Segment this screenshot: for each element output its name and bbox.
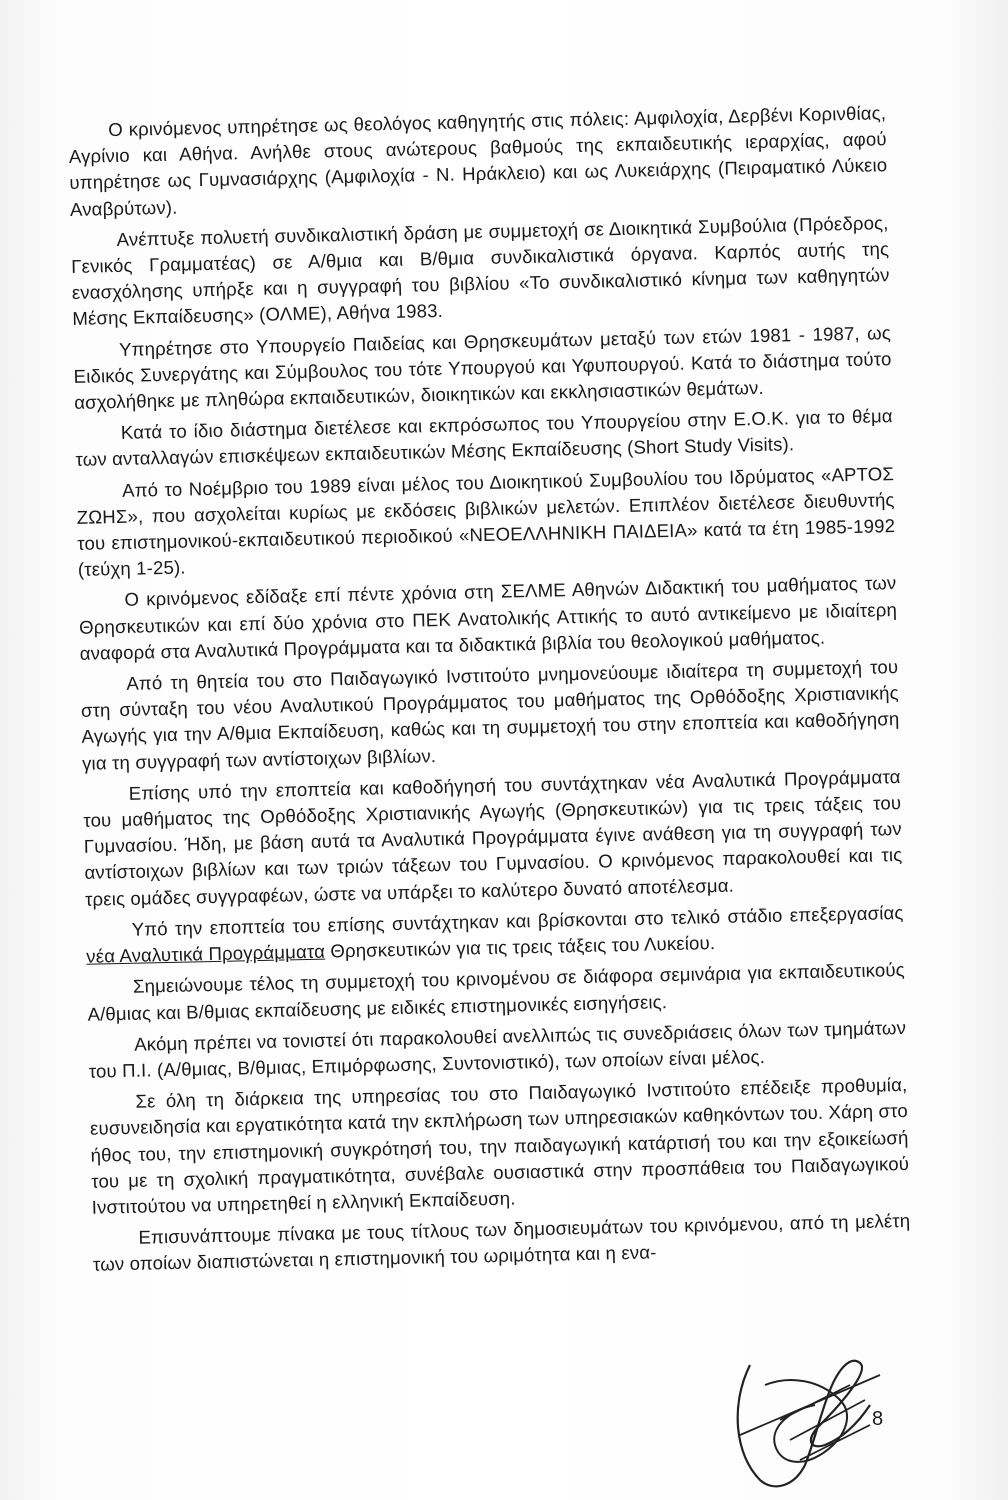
underlined-phrase: νέα Αναλυτικά Προγράμματα (86, 940, 326, 967)
paragraph-6: Ο κρινόμενος εδίδαξε επί πέντε χρόνια στη ΣΕΛΜΕ Αθηνών Διδακτική του μαθήματος των Θρησκευτικών και επί δύο χρόνια στο ΠΕΚ Ανατολικής Αττικής το αυτό αντικείμενο με ιδιαίτερη αναφορά στα Αναλυτικά Προγράμματα και τα διδακτικά βιβλία του θεολογικού μαθήματος. (78, 572, 898, 664)
paragraph-3: Υπηρέτησε στο Υπουργείο Παιδείας και Θρησκευμάτων μεταξύ των ετών 1981 - 1987, ως Ειδικός Συνεργάτης και Σύμβουλος του τότε Υπουργού και Υφυπουργού. Κατά το διάστημα τούτο ασχολήθηκε με πληθώρα εκπαιδευτικών, διοικητικών και εκκλησιαστικών θεμάτων. (73, 321, 892, 413)
paragraph-8: Επίσης υπό την εποπτεία και καθοδήγησή του συντάχτηκαν νέα Αναλυτικά Προγράμματα του μαθήματος της Ορθόδοξης Χριστιανικής Αγωγής (Θρησκευτικών) για τις τρεις τάξεις του Γυμνασίου. Ήδη, με βάση αυτά τα Αναλυτικά Προγράμματα έγινε ανάθεση για τη συγγραφή των αντίστοιχων βιβλίων και των τριών τάξεων του Γυμνασίου. Ο κρινόμενος παρακολουθεί και τις τρεις ομάδες συγγραφέων, ώστε να υπάρξει το καλύτερο δυνατό αποτέλεσμα. (83, 765, 903, 910)
page-number: 8 (872, 1408, 884, 1430)
paragraph-4: Κατά το ίδιο διάστημα διετέλεσε και εκπρόσωπος του Υπουργείου στην Ε.Ο.Κ. για το θέμα των ανταλλαγών επισκέψεων εκπαιδευτικών Μέσης Εκπαίδευσης (Short Study Visits). (75, 405, 893, 471)
paragraph-7: Από τη θητεία του στο Παιδαγωγικό Ινστιτούτο μνημονεύουμε ιδιαίτερα τη συμμετοχή του στη σύνταξη του νέου Αναλυτικού Προγράμματος του μαθήματος της Ορθόδοξης Χριστιανικής Αγωγής για την Α/θμια Εκπαίδευση, καθώς και τη συμμετοχή του στην εποπτεία και καθοδήγηση για τη συγγραφή των αντίστοιχων βιβλίων. (80, 656, 900, 774)
paragraph-12: Σε όλη τη διάρκεια της υπηρεσίας του στο Παιδαγωγικό Ινστιτούτο επέδειξε προθυμία, ευσυνειδησία και εργατικότητα κατά την εκπλήρωση των υπηρεσιακών καθηκόντων του. Χάρη στο ήθος του, την επιστημονική συγκρότησή του, την παιδαγωγική κατάρτισή του και την εξοικείωσή του με τη σχολική πραγματικότητα, συνέβαλε ουσιαστικά στην προσπάθεια του Παιδαγωγικού Ινστιτούτου να υπηρετηθεί η ελληνική Εκπαίδευση. (89, 1074, 910, 1218)
paragraph-10: Σημειώνουμε τέλος τη συμμετοχή του κρινομένου σε διάφορα σεμινάρια για εκπαιδευτικούς Α/θμιας και Β/θμιας εκπαίδευσης με ειδικές επιστημονικές εισηγήσεις. (87, 959, 906, 1025)
paragraph-9-start: Υπό την εποπτεία του επίσης συντάχτηκαν και βρίσκονται στο τελικό στάδιο επεξεργασίας (131, 901, 904, 940)
paragraph-13: Επισυνάπτουμε πίνακα με τους τίτλους των δημοσιευμάτων του κρινόμενου, από τη μελέτη των οποίων διαπιστώνεται η επιστημονική του ωριμότητα και η ενα- (92, 1210, 911, 1276)
body-text (68, 100, 911, 1283)
paragraph-2: Ανέπτυξε πολυετή συνδικαλιστική δράση με συμμετοχή σε Διοικητικά Συμβούλια (Πρόεδρος, Γενικός Γραμματέας) σε Α/θμια και Β/θμια συνδικαλιστικά όργανα. Καρπός αυτής της ενασχόλησης υπήρξε και η συγγραφή του βιβλίου «Το συνδικαλιστικό κίνημα των καθηγητών Μέσης Εκπαίδευσης» (ΟΛΜΕ), Αθήνα 1983. (71, 211, 890, 330)
paragraph-1: Ο κρινόμενος υπηρέτησε ως θεολόγος καθηγητής στις πόλεις: Αμφιλοχία, Δερβένι Κορινθίας, Αγρίνιο και Αθήνα. Ανήλθε στους ανώτερους βαθμούς της εκπαιδευτικής ιεραρχίας, αφού υπηρέτησε ως Γυμνασιάρχης (Αμφιλοχία - Ν. Ηράκλειο) και ως Λυκειάρχης (Πειραματικό Λύκειο Αναβρύτων). (68, 102, 888, 220)
paragraph-5: Από το Νοέμβριο του 1989 είναι μέλος του Διοικητικού Συμβουλίου του Ιδρύματος «ΑΡΤΟΣ ΖΩΗΣ», που ασχολείται κυρίως με εκδόσεις βιβλικών μελετών. Επιπλέον διετέλεσε διευθυντής του επιστημονικού-εκπαιδευτικού περιοδικού «ΝΕΟΕΛΛΗΝΙΚΗ ΠΑΙΔΕΙΑ» κατά τα έτη 1985-1992 (τεύχη 1-25). (76, 462, 896, 581)
paragraph-11: Ακόμη πρέπει να τονιστεί ότι παρακολουθεί ανελλιπώς τις συνεδριάσεις όλων των τμημάτων του Π.Ι. (Α/θμιας, Β/θμιας, Επιμόρφωσης, Συντονιστικό), των οποίων είναι μέλος. (88, 1016, 907, 1082)
paragraph-9-end: Θρησκευτικών για τις τρεις τάξεις του Λυκείου. (324, 932, 716, 962)
